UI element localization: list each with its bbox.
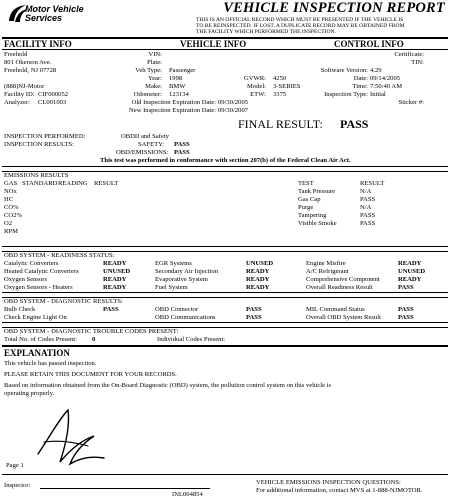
readiness-item-status: READY xyxy=(103,260,127,267)
test-col-heading: TEST xyxy=(298,180,314,187)
diagnostic-item-status: PASS xyxy=(398,306,414,313)
readiness-item-name: EGR Systems xyxy=(155,260,192,267)
col-result: RESULT xyxy=(94,180,119,187)
inspection-type-label: Inspection Type: xyxy=(324,91,368,98)
total-codes-label: Total No. of Codes Present: xyxy=(4,336,77,343)
readiness-item-name: Engine Misfire xyxy=(306,260,346,267)
readiness-item-status: UNUSED xyxy=(246,260,274,267)
readiness-item-name: Comprehensive Component xyxy=(306,276,380,283)
diagnostic-item-name: Overall OBD System Result xyxy=(306,314,381,321)
readiness-item-name: Oxygen Sensors - Heaters xyxy=(4,284,73,291)
diagnostic-heading: OBD SYSTEM - DIAGNOSTIC RESULTS: xyxy=(4,298,123,305)
diagnostic-item-status: PASS xyxy=(103,306,119,313)
gvwr-value: 4250 xyxy=(273,75,287,82)
notice-line-2: TO BE REINSPECTED. IF LOST, A DUPLICATE RECORD MAY BE OBTAINED FROM xyxy=(196,23,405,29)
facility-id-label: Facility ID: xyxy=(4,91,35,98)
analyzer-value: CL001003 xyxy=(38,99,67,106)
make-value: BMW xyxy=(169,83,186,90)
explanation-line-2: PLEASE RETAIN THIS DOCUMENT FOR YOUR RECORDS. xyxy=(4,371,177,378)
readiness-item-name: A/C Refrigerant xyxy=(306,268,349,275)
test-result: N/A xyxy=(360,188,372,195)
facility-address-2: Freehold, NJ 07728 xyxy=(4,67,57,74)
control-info-heading: CONTROL INFO xyxy=(334,39,404,49)
final-result-value: PASS xyxy=(340,117,369,131)
questions-text: For additional information, contact MVS at 1-888-NJMOTOR. xyxy=(256,487,423,494)
inspector-label: Inspector: xyxy=(4,482,31,489)
inspection-results-label: INSPECTION RESULTS: xyxy=(4,141,74,148)
readiness-item-name: Overall Readiness Result xyxy=(306,284,373,291)
notice-line-3: THE FACILITY WHICH PERFORMED THE INSPECTION. xyxy=(196,29,336,35)
inspection-performed-value: OBDII and Safety xyxy=(121,133,169,140)
vehicle-info-heading: VEHICLE INFO xyxy=(180,39,247,49)
etw-value: 3375 xyxy=(273,91,287,98)
model-value: 3-SERIES xyxy=(273,83,301,90)
gas-name: NOx xyxy=(4,188,17,195)
readiness-heading: OBD SYSTEM - READINESS STATUS: xyxy=(4,252,115,259)
safety-value: PASS xyxy=(174,141,190,148)
safety-label: SAFETY: xyxy=(138,141,165,148)
logo-text-line1: Motor Vehicle xyxy=(25,4,84,14)
readiness-item-name: Secondary Air Injection xyxy=(155,268,218,275)
explanation-line-4: operating properly. xyxy=(4,390,55,397)
test-name: Purge xyxy=(298,204,314,211)
test-result-col-heading: RESULT xyxy=(360,180,385,187)
new-expiration-label: New Inspection Expiration Date: xyxy=(129,107,216,114)
test-name: Gas Cap xyxy=(298,196,321,203)
readiness-item-name: Fuel System xyxy=(155,284,188,291)
gas-name: HC xyxy=(4,196,14,203)
test-name: Visible Smoke xyxy=(298,220,337,227)
inspector-signature-line xyxy=(40,488,210,489)
readiness-item-status: PASS xyxy=(398,284,414,291)
facility-info-heading: FACILITY INFO xyxy=(4,39,72,49)
explanation-heading: EXPLANATION xyxy=(4,348,70,358)
software-value: 4.29 xyxy=(370,67,382,74)
individual-codes-label: Individual Codes Present: xyxy=(157,336,226,343)
date-label: Date: xyxy=(353,75,368,82)
software-label: Software Version: xyxy=(320,67,368,74)
old-expiration-label: Old Inspection Expiration Date: xyxy=(131,99,216,106)
year-label: Year: xyxy=(148,75,162,82)
test-result: N/A xyxy=(360,204,372,211)
inspection-performed-label: INSPECTION PERFORMED: xyxy=(4,133,86,140)
gas-name: CO% xyxy=(4,204,19,211)
emissions-section-bar xyxy=(2,166,448,172)
diagnostic-item-name: OBD Communications xyxy=(155,314,216,321)
time-value: 7:50:40 AM xyxy=(370,83,403,90)
page-number: Page 1 xyxy=(6,462,24,469)
inspection-type-value: Initial xyxy=(370,91,386,98)
readiness-item-name: Heated Catalytic Converters xyxy=(4,268,79,275)
diagnostic-item-status: PASS xyxy=(398,314,414,321)
old-expiration-value: 09/30/2005 xyxy=(218,99,249,106)
questions-title: VEHICLE EMISSIONS INSPECTION QUESTIONS: xyxy=(256,479,401,486)
readiness-item-status: READY xyxy=(246,284,270,291)
diagnostic-item-name: Bulb Check xyxy=(4,306,36,313)
readiness-item-status: READY xyxy=(103,276,127,283)
explanation-divider xyxy=(2,345,448,347)
veh-type-value: Passenger xyxy=(169,67,196,74)
inspector-signature-icon xyxy=(30,406,110,468)
footer-divider xyxy=(2,474,448,475)
year-value: 1998 xyxy=(169,75,183,82)
readiness-item-status: READY xyxy=(398,260,422,267)
gas-name: RPM xyxy=(4,228,18,235)
emissions-heading: EMISSIONS RESULTS xyxy=(4,172,69,179)
facility-name: Freehold xyxy=(4,51,28,58)
vin-label: VIN: xyxy=(148,51,162,58)
readiness-item-status: READY xyxy=(246,276,270,283)
test-name: Tank Pressure xyxy=(298,188,336,195)
readiness-item-status: UNUSED xyxy=(103,268,131,275)
model-label: Model: xyxy=(246,83,266,90)
sticker-label: Sticker #: xyxy=(398,99,424,106)
gvwr-label: GVWR: xyxy=(244,75,266,82)
etw-label: ETW: xyxy=(250,91,266,98)
diagnostic-item-status: PASS xyxy=(246,306,262,313)
analyzer-label: Analyzer: xyxy=(4,99,30,106)
diagnostic-item-status: PASS xyxy=(246,314,262,321)
plate-label: Plate: xyxy=(146,59,162,66)
diagnostic-item-name: OBD Connector xyxy=(155,306,199,313)
certificate-label: Certificate: xyxy=(394,51,424,58)
obd-emissions-label: OBD/EMISSIONS: xyxy=(116,149,169,156)
time-label: Time: xyxy=(352,83,368,90)
test-name: Tampering xyxy=(298,212,327,219)
facility-id-value: CIF000052 xyxy=(38,91,69,98)
readiness-item-name: Evaporative System xyxy=(155,276,208,283)
make-label: Make: xyxy=(145,83,162,90)
col-gas: GAS xyxy=(4,180,18,187)
obd-emissions-value: PASS xyxy=(174,149,190,156)
gas-name: O2 xyxy=(4,220,13,227)
final-result-label: FINAL RESULT: xyxy=(238,117,323,131)
facility-phone: (888)NJ-Motor xyxy=(4,83,45,90)
diagnostic-item-name: MIL Command Status xyxy=(306,306,365,313)
notice-line-1: THIS IS AN OFFICIAL RECORD WHICH MUST BE PRESENTED IF THE VEHICLE IS xyxy=(196,17,404,23)
logo-text-line2: Services xyxy=(25,13,63,23)
info-heading-divider xyxy=(2,49,448,50)
explanation-line-3: Based on information obtained from the On-Board Diagnostic (OBD) system, the pollution control system on this vehicle is xyxy=(4,382,332,389)
readiness-item-name: Catalytic Converters xyxy=(4,260,59,267)
conformance-statement: This test was performed in conformance with section 207(b) of the Federal Clean Air Act. xyxy=(100,157,351,164)
readiness-item-status: READY xyxy=(103,284,127,291)
explanation-line-1: This vehicle has passed inspection. xyxy=(4,360,97,367)
col-reading: READING xyxy=(58,180,88,187)
diagnostic-item-name: Check Engine Light On xyxy=(4,314,67,321)
test-result: PASS xyxy=(360,196,376,203)
odometer-value: 123134 xyxy=(169,91,189,98)
gas-name: CO2% xyxy=(4,212,22,219)
readiness-item-status: UNUSED xyxy=(398,268,426,275)
new-expiration-value: 09/30/2007 xyxy=(218,107,249,114)
trouble-codes-heading: OBD SYSTEM - DIAGNOSTIC TROUBLE CODES PRESENT: xyxy=(4,328,179,335)
total-codes-value: 0 xyxy=(92,336,96,343)
test-result: PASS xyxy=(360,212,376,219)
test-result: PASS xyxy=(360,220,376,227)
readiness-item-name: Oxygen Sensors xyxy=(4,276,48,283)
col-standard: STANDARD xyxy=(22,180,58,187)
date-value: 09/14/2005 xyxy=(370,75,401,82)
tin-label: TIN: xyxy=(411,59,424,66)
readiness-item-status: READY xyxy=(246,268,270,275)
readiness-item-status: READY xyxy=(398,276,422,283)
facility-address-1: 801 Okerson Ave. xyxy=(4,59,52,66)
report-title: VEHICLE INSPECTION REPORT xyxy=(223,0,445,16)
inspector-id: INL004854 xyxy=(172,491,203,498)
odometer-label: Odometer: xyxy=(133,91,162,98)
veh-type-label: Veh Type: xyxy=(135,67,162,74)
